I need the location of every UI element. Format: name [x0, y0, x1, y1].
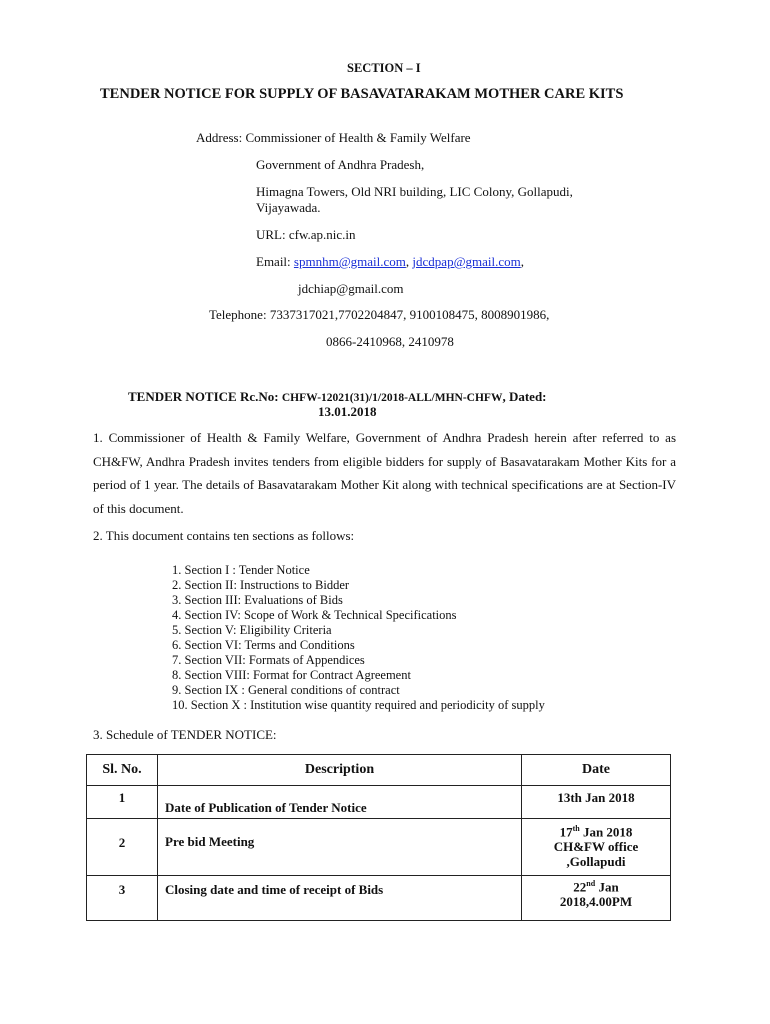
- section-item: 2. Section II: Instructions to Bidder: [172, 578, 350, 592]
- date-day: 17: [559, 824, 573, 840]
- cell-sl: 2: [87, 819, 158, 876]
- url-line: URL: cfw.ap.nic.in: [256, 227, 356, 242]
- cell-description: Date of Publication of Tender Notice: [158, 786, 522, 819]
- schedule-heading: 3. Schedule of TENDER NOTICE:: [93, 727, 277, 742]
- section-item: 4. Section IV: Scope of Work & Technical Specifications: [172, 608, 457, 622]
- email-link-spmnhm[interactable]: spmnhm@gmail.com: [293, 254, 406, 269]
- email-label: Email:: [256, 254, 291, 269]
- table-row: [87, 786, 671, 819]
- address-commissioner: Commissioner of Health & Family Welfare: [245, 130, 471, 145]
- cell-date: 13th Jan 2018: [522, 786, 671, 819]
- email-line-2: jdchiap@gmail.com: [298, 281, 404, 296]
- column-header-description: Description: [158, 755, 522, 786]
- address-line-4: Vijayawada.: [256, 200, 321, 215]
- date-ordinal: nd: [586, 879, 596, 888]
- notice-ref-dated: , Dated:: [502, 389, 547, 404]
- telephone-line-2: 0866-2410968, 2410978: [326, 334, 454, 349]
- date-day: 22: [573, 879, 587, 895]
- date-venue: CH&FW office ,Gollapudi: [553, 839, 639, 870]
- date-month-year: Jan 2018: [579, 824, 633, 840]
- address-line-2: Government of Andhra Pradesh,: [256, 157, 425, 172]
- section-item: 3. Section III: Evaluations of Bids: [172, 593, 343, 607]
- table-header-row: [87, 755, 671, 786]
- email-link-jdcdpap[interactable]: jdcdpap@gmail.com: [412, 254, 521, 269]
- address-line-1: [196, 130, 471, 146]
- notice-ref-number: CHFW-12021(31)/1/2018-ALL/MHN-CHFW: [281, 392, 503, 404]
- email-separator: ,: [405, 254, 410, 269]
- schedule-table: [86, 754, 671, 921]
- section-item: 8. Section VIII: Format for Contract Agreement: [172, 668, 411, 682]
- cell-sl: 1: [87, 786, 158, 819]
- cell-date: [522, 876, 671, 921]
- date-ordinal: th: [572, 824, 580, 833]
- date-year-time: 2018,4.00PM: [559, 894, 633, 910]
- table-row: [87, 819, 671, 876]
- section-item: 5. Section V: Eligibility Criteria: [172, 623, 332, 637]
- section-item: 7. Section VII: Formats of Appendices: [172, 653, 365, 667]
- section-item: 9. Section IX : General conditions of contract: [172, 683, 400, 697]
- section-heading: SECTION – I: [347, 61, 421, 75]
- section-item: 1. Section I : Tender Notice: [172, 563, 310, 577]
- section-item: 6. Section VI: Terms and Conditions: [172, 638, 355, 652]
- email-end: ,: [520, 254, 525, 269]
- paragraph-sections: 2. This document contains ten sections as follows:: [93, 528, 355, 543]
- column-header-date: Date: [522, 755, 671, 786]
- notice-date: 13.01.2018: [318, 404, 377, 419]
- cell-description: Pre bid Meeting: [158, 819, 522, 876]
- table-row: [87, 876, 671, 921]
- section-item: 10. Section X : Institution wise quantity required and periodicity of supply: [172, 698, 545, 712]
- cell-date: [522, 819, 671, 876]
- notice-reference: [128, 389, 547, 405]
- cell-description: Closing date and time of receipt of Bids: [158, 876, 522, 921]
- sections-list: [172, 563, 545, 713]
- document-title: TENDER NOTICE FOR SUPPLY OF BASAVATARAKAM MOTHER CARE KITS: [100, 86, 624, 102]
- email-line: [256, 254, 524, 270]
- telephone-line: Telephone: 7337317021,7702204847, 9100108475, 8008901986,: [209, 307, 550, 322]
- cell-sl: 3: [87, 876, 158, 921]
- address-label: Address:: [196, 130, 243, 145]
- paragraph-intro: 1. Commissioner of Health & Family Welfare, Government of Andhra Pradesh herein after referred to as CH&FW, Andhra Pradesh invites tenders from eligible bidders for supply of Basavatarakam Mother Kits for a period of 1 year. The details of Basavatarakam Mother Kit along with technical specifications are at Section-IV of this document.: [93, 430, 676, 516]
- column-header-sl: Sl. No.: [87, 755, 158, 786]
- date-month: Jan: [595, 879, 619, 895]
- notice-ref-prefix: TENDER NOTICE Rc.No:: [128, 389, 282, 404]
- address-line-3: Himagna Towers, Old NRI building, LIC Colony, Gollapudi,: [256, 184, 573, 199]
